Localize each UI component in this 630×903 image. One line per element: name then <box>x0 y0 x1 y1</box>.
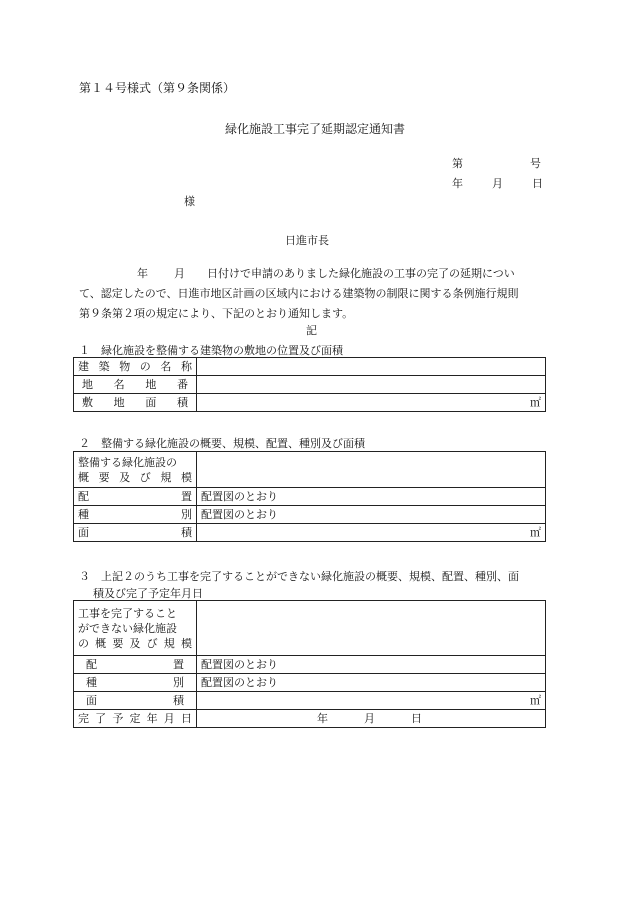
section1-table <box>73 357 546 412</box>
table-row <box>74 656 546 674</box>
section1-heading: １ 緑化施設を整備する建築物の敷地の位置及び面積 <box>79 344 343 357</box>
number-label <box>452 155 541 171</box>
table-row <box>74 692 546 710</box>
justified-label: 面 積 <box>78 526 192 539</box>
date-hi: 日 <box>532 177 543 190</box>
justified-label: 種 別 <box>86 676 184 689</box>
body-nen: 年 <box>137 267 148 280</box>
unit-sqm: ㎡ <box>530 694 541 707</box>
table-row <box>74 601 546 656</box>
completion-date-value[interactable] <box>197 710 546 728</box>
overview-label <box>74 452 197 488</box>
addressee-suffix: 様 <box>184 195 195 208</box>
building-name-value[interactable] <box>197 358 546 376</box>
overview-value[interactable] <box>197 452 546 488</box>
section3-heading-line-2: 積及び完了予定年月日 <box>93 587 203 600</box>
body-line-1 <box>79 264 547 284</box>
document-title: 緑化施設工事完了延期認定通知書 <box>224 122 405 136</box>
date-tsuki: 月 <box>492 177 503 190</box>
table-row <box>74 358 546 376</box>
unit-sqm: ㎡ <box>530 396 541 409</box>
site-area-label <box>74 394 197 412</box>
completion-hi: 日 <box>411 712 422 725</box>
section2-table <box>73 451 546 542</box>
table-row <box>74 452 546 488</box>
body-line-2: て、認定したので、日進市地区計画の区域内における建築物の制限に関する条例施行規則 <box>79 287 519 300</box>
incomplete-overview-line-1: 工事を完了すること <box>78 606 177 620</box>
building-name-label <box>74 358 197 376</box>
section3-table <box>73 600 546 728</box>
area-label <box>74 692 197 710</box>
justified-label: 敷 地 面 積 <box>82 396 188 409</box>
justified-label: 配 置 <box>78 490 192 503</box>
justified-label: 面 積 <box>86 694 184 707</box>
issuer: 日進市長 <box>285 234 329 247</box>
number-go: 号 <box>530 157 541 170</box>
completion-tsuki: 月 <box>364 712 375 725</box>
justified-label: 配 置 <box>86 658 184 671</box>
unit-sqm: ㎡ <box>530 526 541 539</box>
area-value[interactable] <box>197 692 546 710</box>
body-line-3: 第９条第２項の規定により、下記のとおり通知します。 <box>79 307 354 320</box>
section3-heading-line-1: ３ 上記２のうち工事を完了することができない緑化施設の概要、規模、配置、種別、面 <box>79 570 519 583</box>
completion-nen: 年 <box>317 712 328 725</box>
area-label <box>74 524 197 542</box>
type-label <box>74 506 197 524</box>
incomplete-overview-line-3: の 概 要 及 び 規 模 <box>78 636 192 650</box>
lot-number-label <box>74 376 197 394</box>
placement-value[interactable]: 配置図のとおり <box>197 656 546 674</box>
area-value[interactable] <box>197 524 546 542</box>
completion-date-label <box>74 710 197 728</box>
table-row <box>74 674 546 692</box>
overview-label-line-2: 概 要 及 び 規 模 <box>78 470 192 484</box>
body-text <box>79 264 547 324</box>
placement-label <box>74 488 197 506</box>
body-line-1-text: 日付けで申請のありました緑化施設の工事の完了の延期につい <box>207 267 515 280</box>
justified-label: 地 名 地 番 <box>82 378 188 391</box>
number-dai: 第 <box>452 157 463 170</box>
table-row <box>74 394 546 412</box>
incomplete-overview-label <box>74 601 197 656</box>
incomplete-overview-line-2: ができない緑化施設 <box>78 621 177 635</box>
incomplete-overview-value[interactable] <box>197 601 546 656</box>
placement-value[interactable]: 配置図のとおり <box>197 488 546 506</box>
justified-label: 完 了 予 定 年 月 日 <box>78 712 192 725</box>
table-row <box>74 710 546 728</box>
section2-heading: ２ 整備する緑化施設の概要、規模、配置、種別及び面積 <box>79 437 365 450</box>
date-nen: 年 <box>452 177 463 190</box>
table-row <box>74 524 546 542</box>
lot-number-value[interactable] <box>197 376 546 394</box>
type-label <box>74 674 197 692</box>
table-row <box>74 506 546 524</box>
placement-label <box>74 656 197 674</box>
body-tsuki: 月 <box>174 267 185 280</box>
table-row <box>74 488 546 506</box>
ki-label: 記 <box>306 324 317 337</box>
justified-label: 建 築 物 の 名 称 <box>78 360 192 373</box>
date-label <box>452 175 543 191</box>
overview-label-line-1: 整備する緑化施設の <box>78 455 177 469</box>
type-value[interactable]: 配置図のとおり <box>197 674 546 692</box>
justified-label: 種 別 <box>78 508 192 521</box>
form-number: 第１４号様式（第９条関係） <box>79 81 236 95</box>
site-area-value[interactable] <box>197 394 546 412</box>
table-row <box>74 376 546 394</box>
type-value[interactable]: 配置図のとおり <box>197 506 546 524</box>
